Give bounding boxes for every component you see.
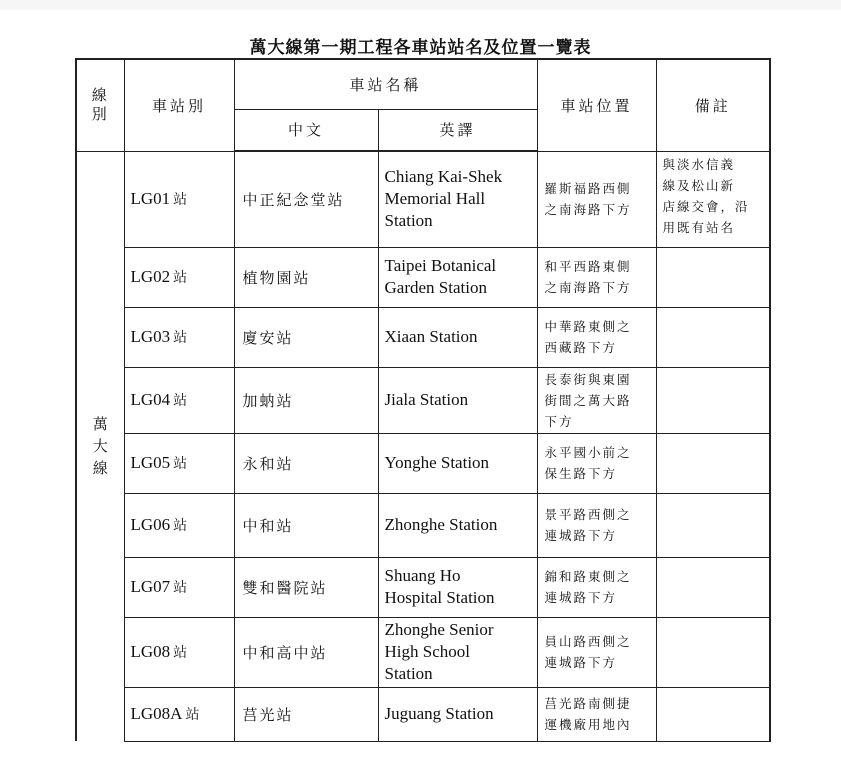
station-name-chinese: 中和站 bbox=[234, 493, 378, 557]
station-location-cell bbox=[537, 557, 656, 617]
station-name-chinese: 中和高中站 bbox=[234, 617, 378, 687]
station-name-english-cell bbox=[378, 687, 537, 741]
station-location-line: 西藏路下方 bbox=[544, 340, 618, 355]
station-name-english-line: Zhonghe Station bbox=[384, 515, 498, 534]
station-id-suffix: 站 bbox=[173, 270, 188, 286]
header-station-name: 車站名稱 bbox=[234, 59, 537, 109]
station-location-line: 保生路下方 bbox=[544, 466, 618, 481]
header-remarks: 備註 bbox=[656, 59, 770, 151]
station-table bbox=[75, 58, 771, 742]
station-id-cell bbox=[124, 247, 234, 307]
top-bar bbox=[0, 0, 841, 10]
station-id-suffix: 站 bbox=[173, 580, 188, 596]
station-name-chinese: 中正紀念堂站 bbox=[234, 151, 378, 247]
station-location-cell bbox=[537, 307, 656, 367]
header-english: 英譯 bbox=[378, 109, 537, 151]
station-location-line: 中華路東側之 bbox=[544, 319, 632, 334]
header-line bbox=[76, 59, 124, 151]
station-id: LG05 bbox=[130, 453, 171, 472]
table-row bbox=[76, 307, 770, 367]
station-name-english-cell bbox=[378, 493, 537, 557]
station-location-line: 連城路下方 bbox=[544, 528, 618, 543]
station-id: LG01 bbox=[130, 189, 171, 208]
station-name-chinese: 莒光站 bbox=[234, 687, 378, 741]
line-name: 萬大線 bbox=[92, 415, 108, 478]
station-name-english-line: Station bbox=[384, 211, 433, 231]
table-row bbox=[76, 367, 770, 433]
station-id: LG07 bbox=[130, 577, 171, 596]
table-row bbox=[76, 557, 770, 617]
station-id-cell bbox=[124, 557, 234, 617]
station-name-english-cell bbox=[378, 151, 537, 247]
table-body bbox=[76, 151, 770, 741]
station-location-line: 街間之萬大路 bbox=[544, 392, 632, 408]
station-name-chinese: 植物園站 bbox=[234, 247, 378, 307]
station-location-line: 莒光路南側捷 bbox=[544, 696, 632, 711]
station-name-chinese: 永和站 bbox=[234, 433, 378, 493]
station-name-english-line: Station bbox=[384, 664, 433, 683]
station-id: LG03 bbox=[130, 327, 171, 346]
station-id-cell bbox=[124, 151, 234, 247]
station-location-line: 景平路西側之 bbox=[544, 507, 632, 522]
station-id-cell bbox=[124, 617, 234, 687]
station-name-english-line: Yonghe Station bbox=[384, 453, 490, 472]
station-location-line: 連城路下方 bbox=[544, 590, 618, 605]
station-name-english-line: Memorial Hall bbox=[384, 189, 486, 209]
station-id-suffix: 站 bbox=[173, 393, 188, 409]
station-remarks-cell bbox=[656, 493, 770, 557]
station-remarks-cell bbox=[656, 617, 770, 687]
table-row bbox=[76, 687, 770, 741]
station-location-line: 之南海路下方 bbox=[544, 202, 632, 217]
table-row bbox=[76, 617, 770, 687]
station-name-english-cell bbox=[378, 367, 537, 433]
station-name-english-cell bbox=[378, 617, 537, 687]
header-chinese: 中文 bbox=[234, 109, 378, 151]
station-remarks-line: 用既有站名 bbox=[662, 219, 736, 235]
table-row bbox=[76, 433, 770, 493]
station-remarks-cell bbox=[656, 367, 770, 433]
station-remarks-line: 與淡水信義 bbox=[662, 156, 736, 172]
station-name-english-line: Xiaan Station bbox=[384, 327, 478, 346]
table-row bbox=[76, 247, 770, 307]
station-remarks-cell bbox=[656, 247, 770, 307]
station-name-chinese: 廈安站 bbox=[234, 307, 378, 367]
station-name-english-line: Shuang Ho bbox=[384, 566, 461, 585]
header-line-label: 線別 bbox=[91, 86, 109, 124]
station-id-suffix: 站 bbox=[173, 518, 188, 534]
station-id-suffix: 站 bbox=[173, 192, 188, 208]
station-name-chinese: 加蚋站 bbox=[234, 367, 378, 433]
station-id: LG02 bbox=[130, 267, 171, 286]
line-name-cell bbox=[76, 151, 124, 741]
station-id: LG06 bbox=[130, 515, 171, 534]
station-name-english-line: Jiala Station bbox=[384, 390, 469, 409]
station-remarks-cell bbox=[656, 433, 770, 493]
station-location-line: 下方 bbox=[544, 413, 574, 429]
station-remarks-cell bbox=[656, 151, 770, 247]
station-name-english-line: Garden Station bbox=[384, 278, 487, 297]
station-name-english-cell bbox=[378, 247, 537, 307]
station-name-english-cell bbox=[378, 433, 537, 493]
station-location-line: 和平西路東側 bbox=[544, 259, 632, 274]
station-location-cell bbox=[537, 247, 656, 307]
station-name-english-cell bbox=[378, 307, 537, 367]
station-location-line: 之南海路下方 bbox=[544, 280, 632, 295]
station-location-line: 員山路西側之 bbox=[544, 634, 632, 649]
station-id-suffix: 站 bbox=[173, 645, 188, 661]
station-remarks-cell bbox=[656, 307, 770, 367]
document-title: 萬大線第一期工程各車站站名及位置一覽表 bbox=[249, 38, 592, 58]
table-row bbox=[76, 493, 770, 557]
station-id-cell bbox=[124, 493, 234, 557]
station-name-english-cell bbox=[378, 557, 537, 617]
station-remarks-line: 線及松山新 bbox=[662, 177, 736, 193]
station-location-cell bbox=[537, 151, 656, 247]
header-station-id: 車站別 bbox=[124, 59, 234, 151]
station-remarks-cell bbox=[656, 557, 770, 617]
station-name-english-line: Juguang Station bbox=[384, 704, 494, 723]
station-location-line: 長泰街與東園 bbox=[544, 371, 632, 387]
station-remarks-line: 店線交會，沿 bbox=[662, 198, 750, 214]
station-location-line: 羅斯福路西側 bbox=[544, 181, 632, 196]
station-remarks-cell bbox=[656, 687, 770, 741]
station-location-cell bbox=[537, 687, 656, 741]
station-location-line: 錦和路東側之 bbox=[544, 569, 632, 584]
station-location-line: 永平國小前之 bbox=[544, 445, 632, 460]
station-location-cell bbox=[537, 433, 656, 493]
station-id-cell bbox=[124, 307, 234, 367]
station-name-english-line: Zhonghe Senior bbox=[384, 620, 494, 639]
station-id: LG08 bbox=[130, 642, 171, 661]
station-location-cell bbox=[537, 493, 656, 557]
station-name-chinese: 雙和醫院站 bbox=[234, 557, 378, 617]
station-id-cell bbox=[124, 687, 234, 741]
station-name-english-line: High School bbox=[384, 642, 470, 661]
station-id-suffix: 站 bbox=[173, 456, 188, 472]
station-name-english-line: Hospital Station bbox=[384, 588, 495, 607]
station-name-english-line: Taipei Botanical bbox=[384, 256, 497, 275]
station-location-line: 連城路下方 bbox=[544, 655, 618, 670]
station-id: LG08A bbox=[130, 704, 183, 723]
table-row bbox=[76, 151, 770, 247]
station-location-cell bbox=[537, 367, 656, 433]
station-location-cell bbox=[537, 617, 656, 687]
station-location-line: 運機廠用地內 bbox=[544, 717, 632, 732]
header-location: 車站位置 bbox=[537, 59, 656, 151]
station-id-cell bbox=[124, 367, 234, 433]
station-id-cell bbox=[124, 433, 234, 493]
station-id-suffix: 站 bbox=[173, 330, 188, 346]
station-id: LG04 bbox=[130, 390, 171, 409]
station-name-english-line: Chiang Kai-Shek bbox=[384, 167, 503, 187]
station-id-suffix: 站 bbox=[185, 707, 200, 723]
